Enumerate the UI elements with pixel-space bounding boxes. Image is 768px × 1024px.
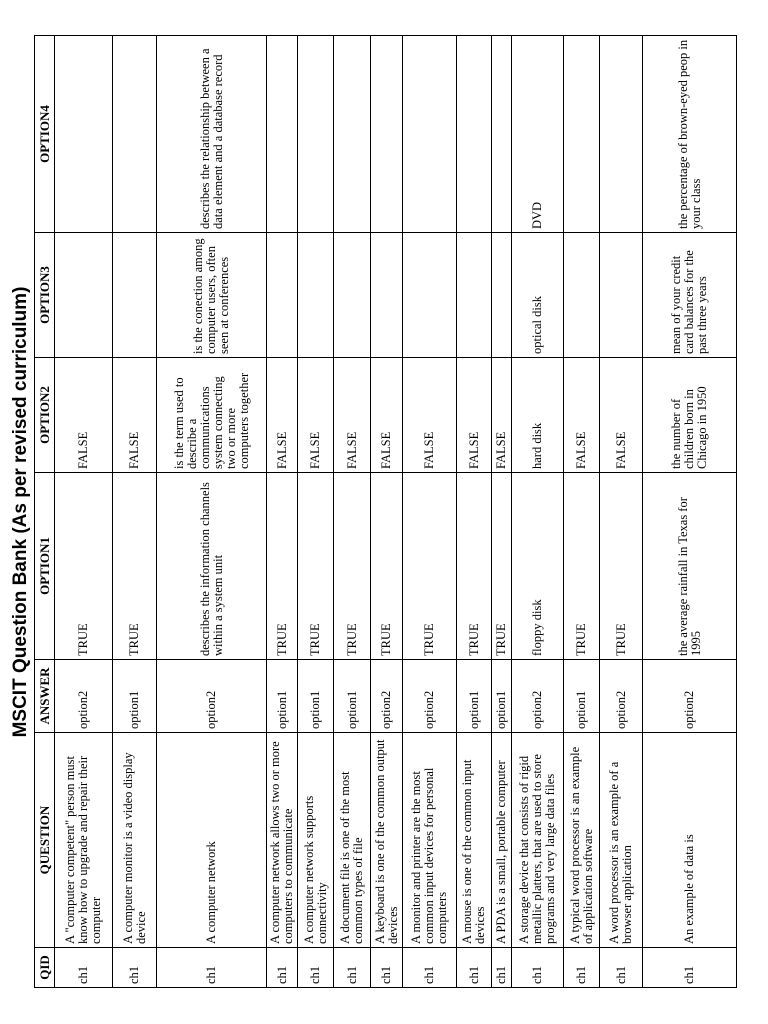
- option2-cell: FALSE: [113, 358, 157, 473]
- option3-cell: [403, 233, 457, 358]
- option4-cell: [403, 36, 457, 233]
- question-cell: A computer network allows two or more computers to communicate: [267, 733, 298, 948]
- table-row: [403, 36, 457, 988]
- option2-cell: FALSE: [55, 358, 113, 473]
- column-header-option3: OPTION3: [35, 233, 55, 358]
- option1-cell: TRUE: [334, 473, 371, 660]
- option3-cell: [334, 233, 371, 358]
- option3-cell: [600, 233, 643, 358]
- answer-cell: option1: [113, 660, 157, 733]
- table-row: [157, 36, 267, 988]
- option4-cell: [457, 36, 492, 233]
- answer-cell: option2: [512, 660, 564, 733]
- table-row: [267, 36, 298, 988]
- table-row: [643, 36, 737, 988]
- option1-cell: describes the information channels within a system unit: [157, 473, 267, 660]
- option4-cell: the percentage of brown-eyed peop in your class: [643, 36, 737, 233]
- column-header-option2: OPTION2: [35, 358, 55, 473]
- option1-cell: TRUE: [600, 473, 643, 660]
- question-cell: A typical word processor is an example of application software: [564, 733, 600, 948]
- option3-cell: [55, 233, 113, 358]
- table-row: [512, 36, 564, 988]
- option4-cell: [492, 36, 512, 233]
- document-title: MSCIT Question Bank (As per revised curriculum): [10, 286, 31, 738]
- answer-cell: option1: [564, 660, 600, 733]
- question-table: [34, 35, 737, 988]
- answer-cell: option2: [371, 660, 403, 733]
- option2-cell: FALSE: [492, 358, 512, 473]
- question-cell: A PDA is a small, portable computer: [492, 733, 512, 948]
- qid-cell: ch1: [403, 948, 457, 988]
- option1-cell: floppy disk: [512, 473, 564, 660]
- option3-cell: [267, 233, 298, 358]
- qid-cell: ch1: [564, 948, 600, 988]
- column-header-qid: QID: [35, 948, 55, 988]
- option1-cell: TRUE: [457, 473, 492, 660]
- option1-cell: TRUE: [55, 473, 113, 660]
- option2-cell: hard disk: [512, 358, 564, 473]
- option4-cell: DVD: [512, 36, 564, 233]
- answer-cell: option1: [457, 660, 492, 733]
- answer-cell: option2: [600, 660, 643, 733]
- option3-cell: [492, 233, 512, 358]
- option3-cell: [298, 233, 334, 358]
- table-row: [600, 36, 643, 988]
- header-row: [35, 36, 55, 988]
- option2-cell: is the term used to describe a communications system connecting two or more computers together: [157, 358, 267, 473]
- column-header-option4: OPTION4: [35, 36, 55, 233]
- qid-cell: ch1: [457, 948, 492, 988]
- qid-cell: ch1: [334, 948, 371, 988]
- option3-cell: is the conection among computer users, often seen at conferences: [157, 233, 267, 358]
- option3-cell: mean of your credit card balances for the past three years: [643, 233, 737, 358]
- answer-cell: option2: [403, 660, 457, 733]
- option3-cell: optical disk: [512, 233, 564, 358]
- qid-cell: ch1: [512, 948, 564, 988]
- option2-cell: FALSE: [298, 358, 334, 473]
- option2-cell: FALSE: [334, 358, 371, 473]
- question-cell: A computer network supports connectivity: [298, 733, 334, 948]
- option4-cell: [600, 36, 643, 233]
- column-header-answer: ANSWER: [35, 660, 55, 733]
- qid-cell: ch1: [600, 948, 643, 988]
- option3-cell: [113, 233, 157, 358]
- table-row: [298, 36, 334, 988]
- answer-cell: option2: [55, 660, 113, 733]
- option2-cell: FALSE: [564, 358, 600, 473]
- table-row: [371, 36, 403, 988]
- answer-cell: option1: [267, 660, 298, 733]
- option4-cell: [55, 36, 113, 233]
- table-row: [457, 36, 492, 988]
- qid-cell: ch1: [298, 948, 334, 988]
- question-cell: A keyboard is one of the common output devices: [371, 733, 403, 948]
- option4-cell: describes the relationship between a data element and a database record: [157, 36, 267, 233]
- answer-cell: option1: [334, 660, 371, 733]
- qid-cell: ch1: [371, 948, 403, 988]
- option2-cell: FALSE: [267, 358, 298, 473]
- option3-cell: [564, 233, 600, 358]
- option2-cell: FALSE: [403, 358, 457, 473]
- option1-cell: TRUE: [298, 473, 334, 660]
- option1-cell: TRUE: [564, 473, 600, 660]
- answer-cell: option2: [643, 660, 737, 733]
- answer-cell: option2: [157, 660, 267, 733]
- qid-cell: ch1: [267, 948, 298, 988]
- option1-cell: TRUE: [267, 473, 298, 660]
- option3-cell: [457, 233, 492, 358]
- qid-cell: ch1: [643, 948, 737, 988]
- option4-cell: [334, 36, 371, 233]
- question-cell: A computer network: [157, 733, 267, 948]
- answer-cell: option1: [492, 660, 512, 733]
- question-cell: A computer monitor is a video display device: [113, 733, 157, 948]
- qid-cell: ch1: [55, 948, 113, 988]
- option1-cell: the average rainfall in Texas for 1995: [643, 473, 737, 660]
- option4-cell: [267, 36, 298, 233]
- answer-cell: option1: [298, 660, 334, 733]
- option2-cell: FALSE: [371, 358, 403, 473]
- option1-cell: TRUE: [113, 473, 157, 660]
- question-cell: A document file is one of the most common types of file: [334, 733, 371, 948]
- option3-cell: [371, 233, 403, 358]
- question-cell: An example of data is: [643, 733, 737, 948]
- option2-cell: the number of children born in Chicago in 1950: [643, 358, 737, 473]
- column-header-option1: OPTION1: [35, 473, 55, 660]
- question-cell: A monitor and printer are the most common input devices for personal computers: [403, 733, 457, 948]
- question-cell: A mouse is one of the common input devices: [457, 733, 492, 948]
- qid-cell: ch1: [113, 948, 157, 988]
- column-header-question: QUESTION: [35, 733, 55, 948]
- option1-cell: TRUE: [492, 473, 512, 660]
- table-row: [113, 36, 157, 988]
- option1-cell: TRUE: [403, 473, 457, 660]
- qid-cell: ch1: [157, 948, 267, 988]
- option2-cell: FALSE: [600, 358, 643, 473]
- question-cell: A word processor is an example of a browser application: [600, 733, 643, 948]
- option4-cell: [564, 36, 600, 233]
- option2-cell: FALSE: [457, 358, 492, 473]
- option4-cell: [371, 36, 403, 233]
- table-row: [492, 36, 512, 988]
- table-row: [55, 36, 113, 988]
- qid-cell: ch1: [492, 948, 512, 988]
- table-row: [334, 36, 371, 988]
- option4-cell: [298, 36, 334, 233]
- option1-cell: TRUE: [371, 473, 403, 660]
- table-row: [564, 36, 600, 988]
- question-cell: A "computer competent" person must know how to upgrade and repair their computer: [55, 733, 113, 948]
- question-cell: A storage device that consists of rigid metallic platters, that are used to store programs and very large data files: [512, 733, 564, 948]
- option4-cell: [113, 36, 157, 233]
